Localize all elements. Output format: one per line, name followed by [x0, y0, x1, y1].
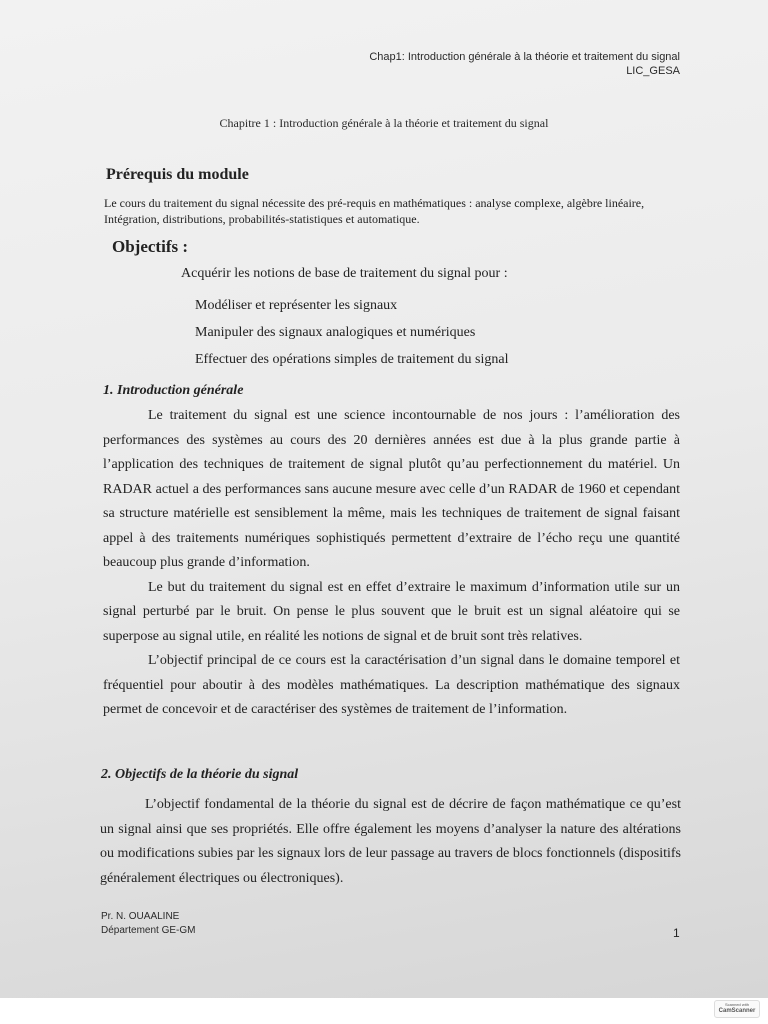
- objectives-heading: Objectifs :: [112, 237, 189, 256]
- section2-body: [100, 793, 681, 891]
- page-footer: [101, 910, 195, 938]
- section1-paragraph: L’objectif principal de ce cours est la caractérisation d’un signal dans le domaine temporel et fréquentiel pour aboutir à des modèles mathématiques. La description mathématique des signaux permet de concevoir et de caractériser des systèmes de traitement de l’information.: [103, 653, 680, 717]
- section1-paragraph: Le but du traitement du signal est en effet d’extraire le maximum d’information utile sur un signal perturbé par le bruit. On pense le plus souvent que le bruit est un signal aléatoire qui se superpose au signal utile, en réalité les notions de signal et de bruit sont très relatives.: [103, 579, 680, 644]
- objectives-list: [195, 292, 508, 373]
- objective-item: Modéliser et représenter les signaux: [195, 298, 398, 313]
- camscanner-watermark: [714, 1000, 760, 1018]
- footer-author: Pr. N. OUAALINE: [101, 911, 180, 922]
- header-course: LIC_GESA: [626, 65, 680, 77]
- objective-item: Effectuer des opérations simples de traitement du signal: [195, 352, 509, 367]
- page-number: 1: [673, 926, 680, 940]
- chapter-title: Chapitre 1 : Introduction générale à la théorie et traitement du signal: [219, 116, 549, 130]
- watermark-brand: CamScanner: [718, 1008, 756, 1014]
- section2-heading: 2. Objectifs de la théorie du signal: [101, 767, 299, 782]
- section2-paragraph: L’objectif fondamental de la théorie du signal est de décrire de façon mathématique ce qu’est un signal ainsi que ses propriétés. Elle offre également les moyens d’analyser la nature des altérations ou modifications subies par les signaux lors de leur passage au travers de blocs fonctionnels (dispositifs généralement électriques ou électroniques).: [100, 797, 681, 886]
- footer-department: Département GE-GM: [101, 925, 196, 936]
- section1-body: [103, 404, 680, 723]
- section1-heading: 1. Introduction générale: [103, 383, 244, 398]
- objective-item: Manipuler des signaux analogiques et numériques: [195, 325, 476, 340]
- objectives-lead: Acquérir les notions de base de traitement du signal pour :: [181, 266, 508, 281]
- section1-paragraph: Le traitement du signal est une science incontournable de nos jours : l’amélioration des performances des systèmes au cours des 20 dernières années est due à la plus grande partie à l’application des techniques de traitement de signal plutôt qu’au perfectionnement du matériel. Un RADAR actuel a des performances sans aucune mesure avec celle d’un RADAR de 1960 et cependant sa structure matérielle est sensiblement la même, mais les techniques de traitement de signal faisant appel à des traitements numériques sophistiqués permettent d’extraire de l’écho reçu une quantité beaucoup plus grande d’information.: [103, 408, 680, 570]
- running-header: [369, 50, 680, 78]
- prereq-text: Le cours du traitement du signal nécessite des pré-requis en mathématiques : analyse complexe, algèbre linéaire, Intégration, distributions, probabilités-statistiques et automatique.: [104, 196, 645, 226]
- prereq-heading: Prérequis du module: [106, 166, 249, 183]
- watermark-caption: Scanned with: [724, 1002, 749, 1007]
- header-chapter: Chap1: Introduction générale à la théorie et traitement du signal: [369, 51, 680, 63]
